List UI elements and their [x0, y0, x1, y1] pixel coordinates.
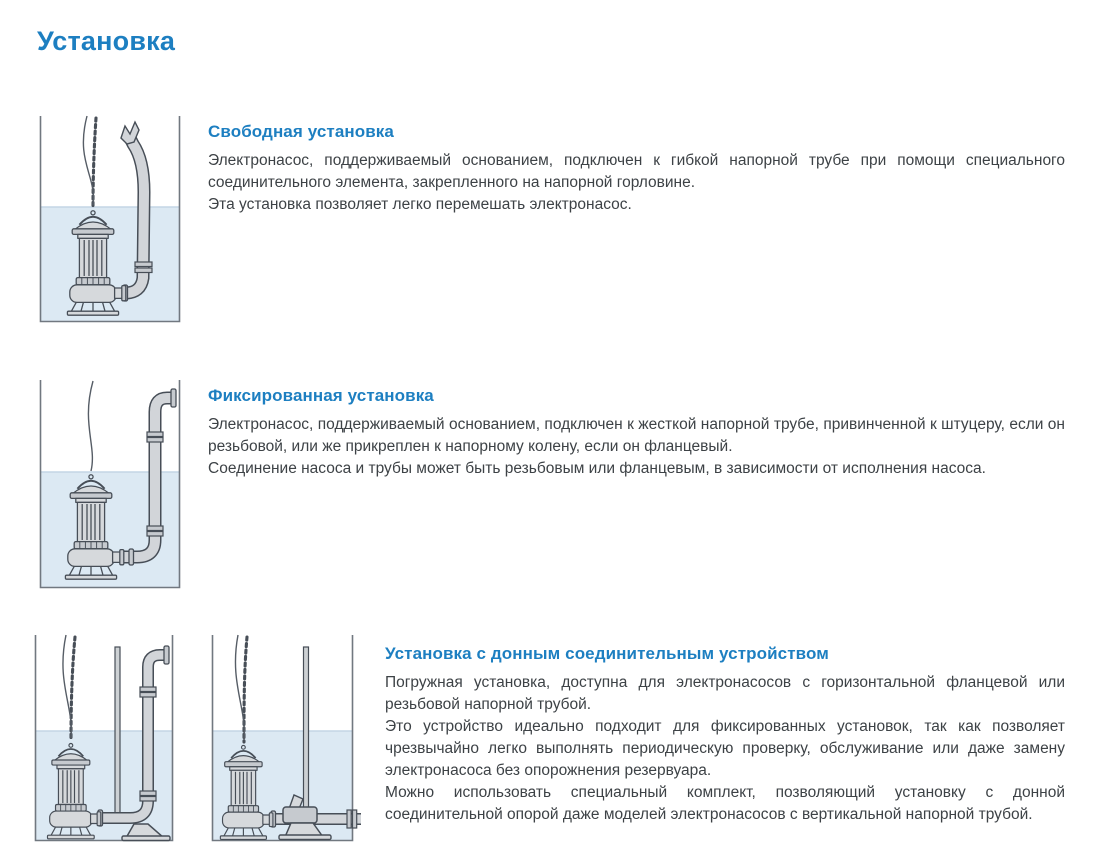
paragraph: Можно использовать специальный комплект, позволяющий установку с донной соединительной опорой даже моделей электронасосов с вертикальной напорной трубой. [385, 784, 1065, 823]
figure-bottom-coupling-horizontal [207, 631, 365, 849]
figure-fixed-installation [35, 376, 185, 596]
paragraph: Электронасос, поддерживаемый основанием, подключен к жесткой напорной трубе, привинченной к штуцеру, если он резьбовой, или же прикреплен к напорному колену, если он фланцевый. [208, 416, 1065, 455]
figure-bottom-coupling-vertical [30, 631, 178, 849]
section-bottom-coupling [385, 644, 1065, 826]
section-fixed-installation [208, 386, 1065, 480]
section-heading: Свободная установка [208, 122, 394, 141]
page-title: Установка [37, 26, 176, 56]
paragraph: Электронасос, поддерживаемый основанием, подключен к гибкой напорной трубе при помощи специального соединительного элемента, закрепленного на напорной горловине. [208, 152, 1065, 191]
section-free-installation [208, 122, 1065, 216]
paragraph: Эта установка позволяет легко перемешать электронасос. [208, 196, 632, 213]
paragraph: Соединение насоса и трубы может быть резьбовым или фланцевым, в зависимости от исполнения насоса. [208, 460, 986, 477]
paragraph: Погружная установка, доступна для электронасосов с горизонтальной фланцевой или резьбовой напорной трубой. [385, 674, 1065, 713]
section-heading: Установка с донным соединительным устройством [385, 644, 829, 663]
figure-free-installation [35, 112, 185, 327]
paragraph: Это устройство идеально подходит для фиксированных установок, так как позволяет чрезвычайно легко выполнять периодическую проверку, обслуживание или даже замену электронасоса без опорожнения резервуара. [385, 718, 1065, 779]
section-heading: Фиксированная установка [208, 386, 434, 405]
